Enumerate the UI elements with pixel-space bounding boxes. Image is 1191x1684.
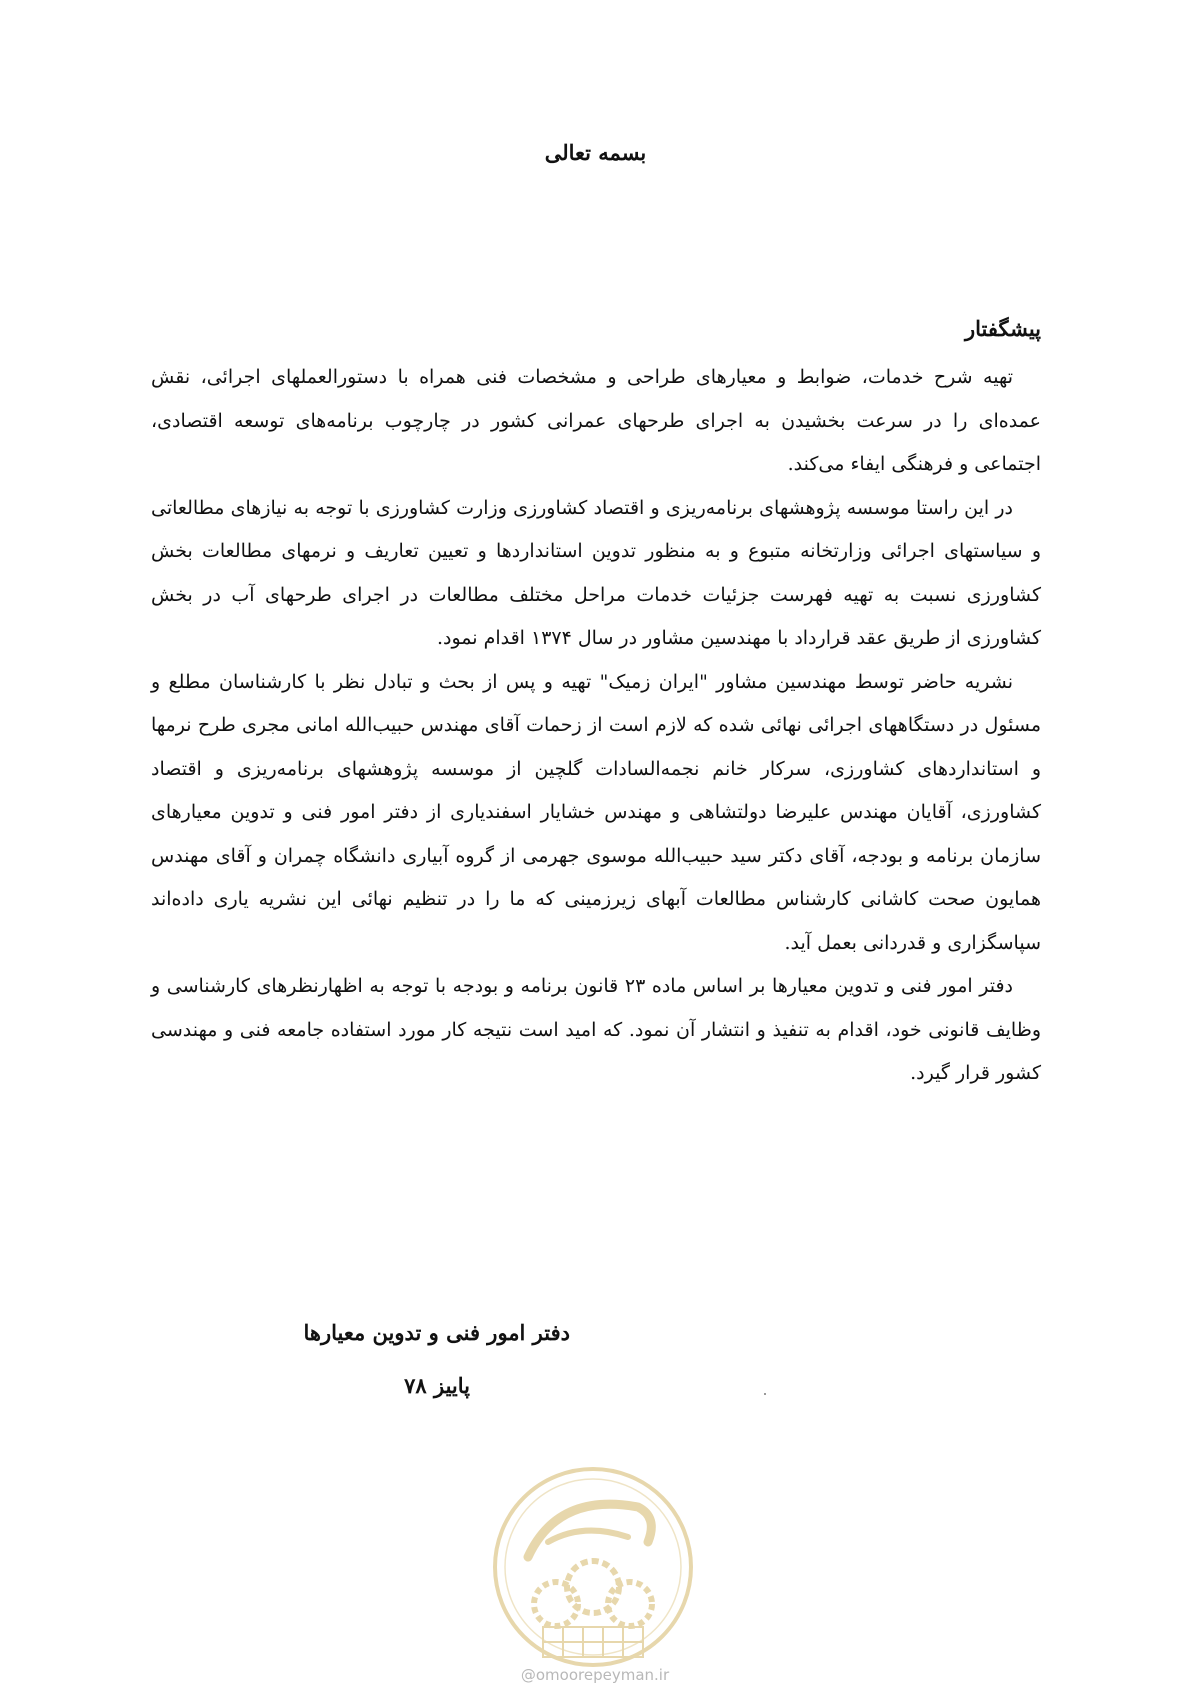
paragraph: نشریه حاضر توسط مهندسین مشاور "ایران زمیک" تهیه و پس از بحث و تبادل نظر با کارشناسان مطلع و مسئول در دستگاههای اجرائی نهائی شده که لازم است از زحمات آقای مهندس حبیب‌الله امانی مجری طرح نرمها و استانداردهای کشاورزی، سرکار خانم نجمه‌السادات گلچین از موسسه پژوهشهای برنامه‌ریزی و اقتصاد کشاورزی، آقایان مهندس علیرضا دولتشاهی و مهندس خشایار اسفندیاری از دفتر امور فنی و تدوین معیارهای سازمان برنامه و بودجه، آقای دکتر سید حبیب‌الله موسوی جهرمی از گروه آبیاری دانشگاه چمران و آقای مهندس همایون صحت کاشانی کارشناس مطالعات آبهای زیرزمینی که ما را در تنظیم نهائی این نشریه یاری داده‌اند سپاسگزاری و قدردانی بعمل آید. <box>151 670 1041 954</box>
signature-office: دفتر امور فنی و تدوین معیارها <box>303 1320 570 1345</box>
paragraph: در این راستا موسسه پژوهشهای برنامه‌ریزی و اقتصاد کشاورزی وزارت کشاورزی با توجه به نیازهای مطالعاتی و سیاستهای اجرائی وزارتخانه متبوع و به منظور تدوین استانداردها و تعیین تعاریف و نرمهای مطالعات بخش کشاورزی نسبت به تهیه فهرست جزئیات خدمات مراحل مختلف مطالعات در اجرای طرحهای آب در بخش کشاورزی از طریق عقد قرارداد با مهندسین مشاور در سال ۱۳۷۴ اقدام نمود. <box>151 496 1041 649</box>
signature-date: پاییز ۷۸ <box>404 1373 470 1398</box>
omoorepeyman-logo-icon <box>488 1462 698 1672</box>
scan-speck <box>764 1393 766 1395</box>
watermark-at-icon: @ <box>520 1666 536 1684</box>
paragraph: دفتر امور فنی و تدوین معیارها بر اساس ماده ۲۳ قانون برنامه و بودجه با توجه به اظهارنظرهای کارشناسی و وظایف قانونی خود، اقدام به تنفیذ و انتشار آن نمود. که امید است نتیجه کار مورد استفاده جامعه فنی و مهندسی کشور قرار گیرد. <box>151 975 1041 1084</box>
basmala-title: بسمه تعالی <box>544 140 647 165</box>
watermark-url: @omoorepeyman.ir <box>520 1666 670 1684</box>
signature-block <box>150 1320 570 1398</box>
foreword-heading: پیشگفتار <box>964 316 1041 341</box>
paragraph: تهیه شرح خدمات، ضوابط و معیارهای طراحی و مشخصات فنی همراه با دستورالعملهای اجرائی، نقش عمده‌ای را در سرعت بخشیدن به اجرای طرحهای عمرانی کشور در چارچوب برنامه‌های توسعه اقتصادی، اجتماعی و فرهنگی ایفاء می‌کند. <box>151 366 1041 475</box>
foreword-body <box>151 356 1041 1096</box>
